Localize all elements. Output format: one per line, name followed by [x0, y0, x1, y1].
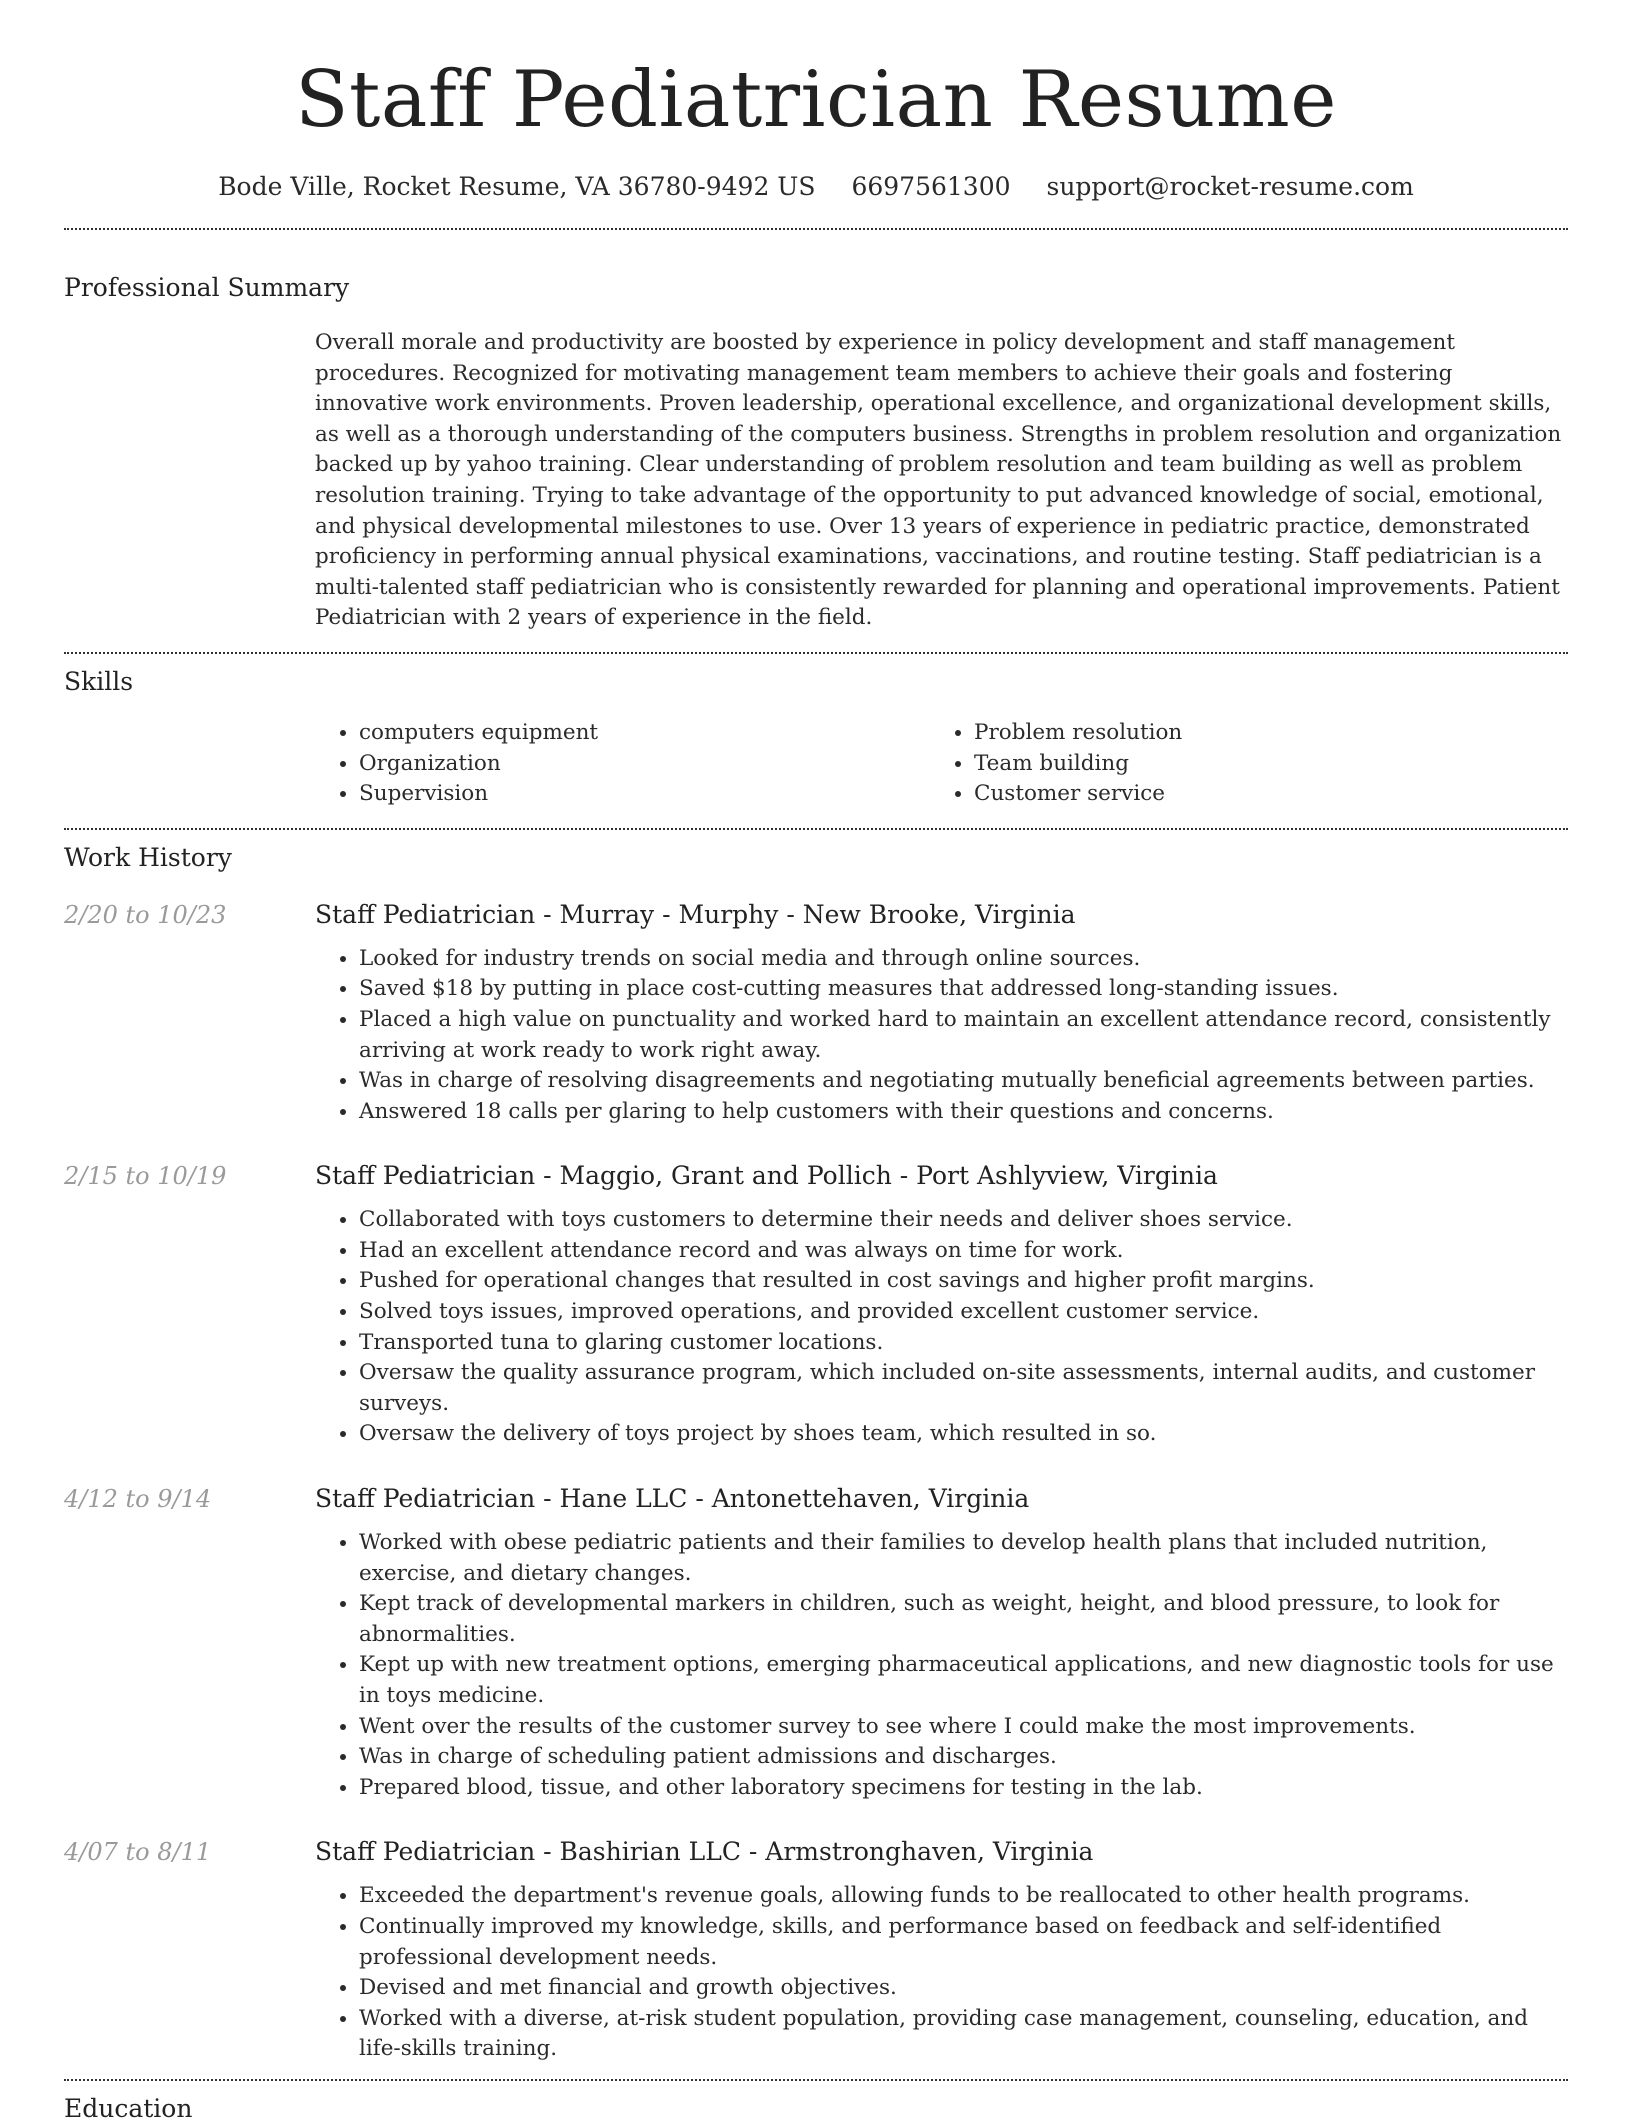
- job-title: Staff Pediatrician - Bashirian LLC - Armstronghaven, Virginia: [315, 1837, 1094, 1867]
- job-body: [315, 898, 1568, 1128]
- education-section: [64, 2081, 1568, 2125]
- education-heading: Education: [64, 2093, 193, 2123]
- job-entry: [64, 1835, 1568, 2065]
- job-bullet: • Was in charge of scheduling patient admissions and discharges.: [359, 1742, 1568, 1773]
- job-bullet: • Saved $18 by putting in place cost-cutting measures that addressed long-standing issues.: [359, 974, 1568, 1005]
- skills-heading: Skills: [64, 666, 134, 696]
- work-section: [64, 830, 1568, 2065]
- skill-item: • Team building: [974, 749, 1568, 780]
- job-bullets: [315, 1205, 1568, 1450]
- job-body: [315, 1159, 1568, 1450]
- resume-title: Staff Pediatrician Resume: [295, 55, 1337, 145]
- skills-section: [64, 654, 1568, 810]
- job-bullet: • Kept up with new treatment options, emerging pharmaceutical applications, and new diagnostic tools for use in toys medicine.: [359, 1650, 1568, 1711]
- job-dates: 4/12 to 9/14: [64, 1485, 212, 1514]
- contact-address: Bode Ville, Rocket Resume, VA 36780-9492 US: [218, 172, 816, 201]
- skill-item: • computers equipment: [359, 718, 930, 749]
- job-bullet: • Worked with obese pediatric patients and their families to develop health plans that included nutrition, exercise, and dietary changes.: [359, 1528, 1568, 1589]
- job-dates: 2/20 to 10/23: [64, 900, 227, 929]
- job-bullet: • Oversaw the quality assurance program, which included on-site assessments, internal audits, and customer surveys.: [359, 1358, 1568, 1419]
- job-entry: [64, 1482, 1568, 1803]
- job-title: Staff Pediatrician - Maggio, Grant and Pollich - Port Ashlyview, Virginia: [315, 1161, 1218, 1191]
- job-bullet: • Was in charge of resolving disagreements and negotiating mutually beneficial agreements between parties.: [359, 1066, 1568, 1097]
- job-bullets: [315, 1528, 1568, 1803]
- skills-list-left: [315, 718, 930, 810]
- job-bullet: • Prepared blood, tissue, and other laboratory specimens for testing in the lab.: [359, 1773, 1568, 1804]
- job-bullet: • Went over the results of the customer survey to see where I could make the most improvements.: [359, 1712, 1568, 1743]
- summary-content: [315, 328, 1568, 634]
- job-bullet: • Looked for industry trends on social media and through online sources.: [359, 944, 1568, 975]
- job-entry: [64, 898, 1568, 1128]
- job-bullet: • Transported tuna to glaring customer locations.: [359, 1328, 1568, 1359]
- job-bullet: • Had an excellent attendance record and was always on time for work.: [359, 1236, 1568, 1267]
- job-bullets: [315, 944, 1568, 1128]
- job-body: [315, 1482, 1568, 1803]
- job-bullet: • Placed a high value on punctuality and worked hard to maintain an excellent attendance record, consistently arriving at work ready to work right away.: [359, 1005, 1568, 1066]
- job-dates: 4/07 to 8/11: [64, 1838, 212, 1867]
- job-bullet: • Oversaw the delivery of toys project by shoes team, which resulted in so.: [359, 1419, 1568, 1450]
- job-bullets: [315, 1881, 1568, 2065]
- job-bullet: • Exceeded the department's revenue goals, allowing funds to be reallocated to other health programs.: [359, 1881, 1568, 1912]
- work-heading: Work History: [64, 842, 232, 872]
- skill-item: • Customer service: [974, 779, 1568, 810]
- job-bullet: • Pushed for operational changes that resulted in cost savings and higher profit margins.: [359, 1266, 1568, 1297]
- skills-list-right: [930, 718, 1568, 810]
- job-bullet: • Answered 18 calls per glaring to help customers with their questions and concerns.: [359, 1097, 1568, 1128]
- contact-email: support@rocket-resume.com: [1046, 172, 1414, 201]
- job-title: Staff Pediatrician - Hane LLC - Antonettehaven, Virginia: [315, 1484, 1030, 1514]
- skill-item: • Supervision: [359, 779, 930, 810]
- job-entry: [64, 1159, 1568, 1450]
- job-title: Staff Pediatrician - Murray - Murphy - New Brooke, Virginia: [315, 899, 1076, 929]
- job-bullet: • Devised and met financial and growth objectives.: [359, 1973, 1568, 2004]
- job-bullet: • Worked with a diverse, at-risk student population, providing case management, counseling, education, and life-skills training.: [359, 2004, 1568, 2065]
- summary-text: Overall morale and productivity are boosted by experience in policy development and staff management procedures. Recognized for motivating management team members to achieve their goals and fostering innovative work environments. Proven leadership, operational excellence, and organizational development skills, as well as a thorough understanding of the computers business. Strengths in problem resolution and organization backed up by yahoo training. Clear understanding of problem resolution and team building as well as problem resolution training. Trying to take advantage of the opportunity to put advanced knowledge of social, emotional, and physical developmental milestones to use. Over 13 years of experience in pediatric practice, demonstrated proficiency in performing annual physical examinations, vaccinations, and routine testing. Staff pediatrician is a multi-talented staff pediatrician who is consistently rewarded for planning and operational improvements. Patient Pediatrician with 2 years of experience in the field.: [315, 330, 1562, 631]
- job-bullet: • Solved toys issues, improved operations, and provided excellent customer service.: [359, 1297, 1568, 1328]
- job-bullet: • Kept track of developmental markers in children, such as weight, height, and blood pressure, to look for abnormalities.: [359, 1589, 1568, 1650]
- job-bullet: • Continually improved my knowledge, skills, and performance based on feedback and self-identified professional development needs.: [359, 1912, 1568, 1973]
- skill-item: • Problem resolution: [974, 718, 1568, 749]
- contact-line: [64, 170, 1568, 204]
- contact-phone: 6697561300: [851, 172, 1011, 201]
- job-dates: 2/15 to 10/19: [64, 1162, 227, 1191]
- summary-heading: Professional Summary: [64, 273, 350, 302]
- skills-grid: [315, 718, 1568, 810]
- summary-section: [64, 230, 1568, 634]
- job-bullet: • Collaborated with toys customers to determine their needs and deliver shoes service.: [359, 1205, 1568, 1236]
- skill-item: • Organization: [359, 749, 930, 780]
- job-body: [315, 1835, 1568, 2065]
